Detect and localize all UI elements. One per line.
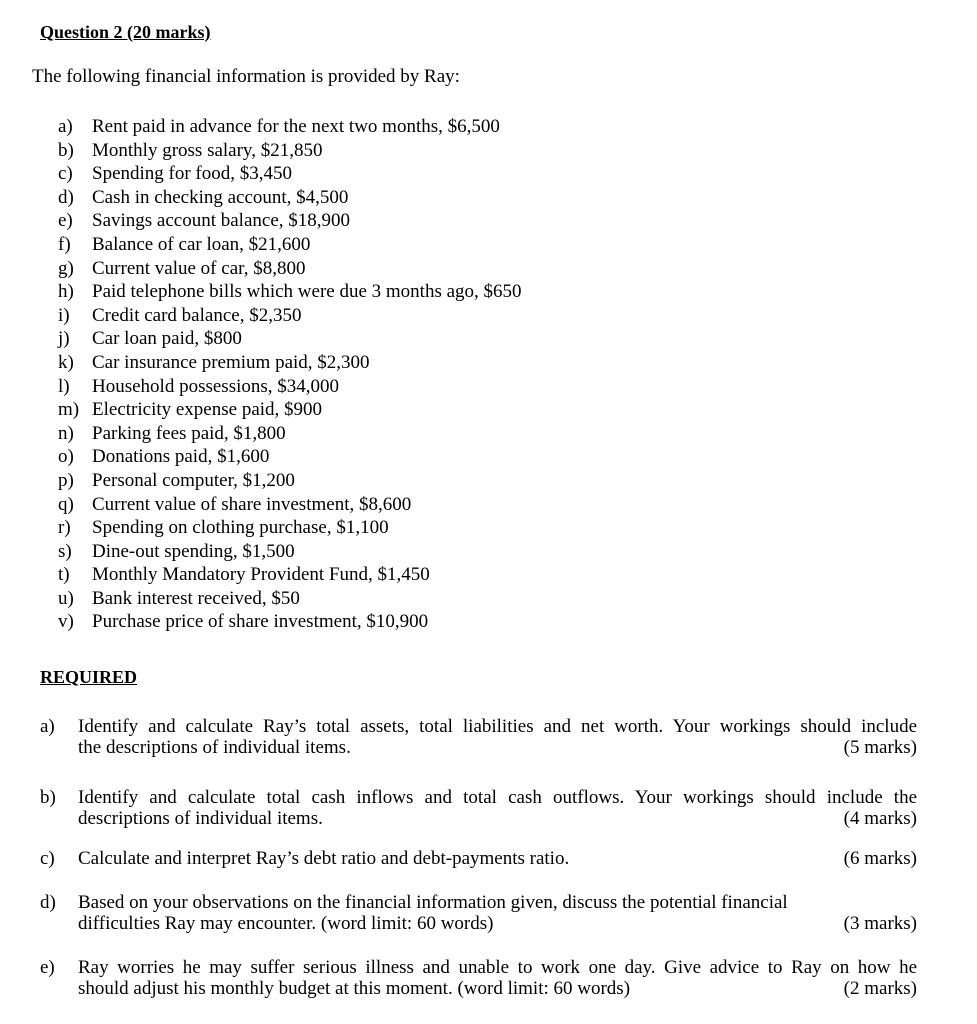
item-text: Balance of car loan, $21,600 <box>92 233 311 255</box>
required-line1: Ray worries he may suffer serious illness and unable to work one day. Give advice to Ray on how he <box>78 957 917 978</box>
item-text: Credit card balance, $2,350 <box>92 304 302 326</box>
item-letter: c) <box>58 163 73 185</box>
required-line1: Identify and calculate Ray’s total assets, total liabilities and net worth. Your workings should include <box>78 716 917 737</box>
list-item <box>58 257 522 281</box>
item-text: Car insurance premium paid, $2,300 <box>92 351 370 373</box>
list-item <box>58 469 522 493</box>
item-text: Personal computer, $1,200 <box>92 469 295 491</box>
required-line2: difficulties Ray may encounter. (word limit: 60 words) <box>78 913 494 934</box>
item-text: Monthly Mandatory Provident Fund, $1,450 <box>92 564 430 586</box>
item-text: Donations paid, $1,600 <box>92 446 270 468</box>
required-line1: Identify and calculate total cash inflows and total cash outflows. Your workings should include the <box>78 787 917 808</box>
question-heading: Question 2 (20 marks) <box>40 22 211 42</box>
item-letter: t) <box>58 564 70 586</box>
item-letter: o) <box>58 446 74 468</box>
item-text: Current value of car, $8,800 <box>92 257 306 279</box>
item-text: Car loan paid, $800 <box>92 328 242 350</box>
list-item <box>58 540 522 564</box>
item-letter: j) <box>58 328 70 350</box>
required-line2: descriptions of individual items. <box>78 808 323 829</box>
required-line1: Calculate and interpret Ray’s debt ratio and debt-payments ratio. <box>78 848 570 869</box>
list-item <box>58 280 522 304</box>
item-text: Purchase price of share investment, $10,900 <box>92 611 429 633</box>
item-letter: m) <box>58 399 80 421</box>
item-text: Cash in checking account, $4,500 <box>92 186 349 208</box>
item-text: Rent paid in advance for the next two months, $6,500 <box>92 116 500 137</box>
item-letter: k) <box>58 351 74 373</box>
required-letter: a) <box>40 716 55 737</box>
item-letter: p) <box>58 469 74 491</box>
list-item <box>58 516 522 540</box>
required-letter: e) <box>40 957 55 978</box>
list-item <box>58 563 522 587</box>
required-letter: d) <box>40 892 56 913</box>
item-letter: a) <box>58 116 73 137</box>
list-item <box>58 186 522 210</box>
required-item-e <box>40 957 917 999</box>
item-text: Spending for food, $3,450 <box>92 163 293 185</box>
item-letter: h) <box>58 281 74 303</box>
item-text: Spending on clothing purchase, $1,100 <box>92 517 389 539</box>
item-letter: q) <box>58 493 74 515</box>
item-text: Parking fees paid, $1,800 <box>92 422 286 444</box>
item-letter: b) <box>58 139 74 161</box>
list-item <box>58 445 522 469</box>
item-text: Electricity expense paid, $900 <box>92 399 323 421</box>
item-text: Household possessions, $34,000 <box>92 375 340 397</box>
item-text: Paid telephone bills which were due 3 months ago, $650 <box>92 281 522 303</box>
item-text: Monthly gross salary, $21,850 <box>92 139 323 161</box>
required-marks: (6 marks) <box>843 848 917 869</box>
required-letter: c) <box>40 848 55 869</box>
list-item <box>58 233 522 257</box>
list-item <box>58 327 522 351</box>
item-text: Bank interest received, $50 <box>92 587 300 609</box>
list-item <box>58 375 522 399</box>
item-letter: d) <box>58 186 74 208</box>
item-letter: l) <box>58 375 70 397</box>
item-letter: r) <box>58 517 71 539</box>
required-marks: (2 marks) <box>843 978 917 999</box>
required-line2: should adjust his monthly budget at this moment. (word limit: 60 words) <box>78 978 631 999</box>
list-item <box>58 422 522 446</box>
list-item <box>58 351 522 375</box>
required-item-a <box>40 716 917 758</box>
list-item <box>58 139 522 163</box>
list-item <box>58 587 522 611</box>
financial-info-list <box>58 115 522 634</box>
list-item <box>58 115 522 139</box>
list-item <box>58 493 522 517</box>
required-heading: REQUIRED <box>40 667 138 687</box>
item-letter: s) <box>58 540 72 562</box>
list-item <box>58 610 522 634</box>
required-item-d <box>40 892 917 934</box>
list-item <box>58 398 522 422</box>
required-line1: Based on your observations on the financial information given, discuss the potential financial <box>78 892 788 913</box>
required-item-c <box>40 848 917 869</box>
list-item <box>58 304 522 328</box>
item-text: Savings account balance, $18,900 <box>92 210 351 232</box>
item-text: Current value of share investment, $8,600 <box>92 493 412 515</box>
list-item <box>58 209 522 233</box>
item-letter: i) <box>58 304 70 326</box>
intro-text: The following financial information is provided by Ray: <box>32 66 460 87</box>
required-marks: (3 marks) <box>843 913 917 934</box>
list-item <box>58 162 522 186</box>
required-letter: b) <box>40 787 56 808</box>
item-letter: n) <box>58 422 74 444</box>
required-marks: (4 marks) <box>843 808 917 829</box>
item-letter: g) <box>58 257 74 279</box>
item-letter: f) <box>58 233 71 255</box>
item-letter: e) <box>58 210 73 232</box>
item-letter: v) <box>58 611 74 633</box>
required-marks: (5 marks) <box>843 737 917 758</box>
item-letter: u) <box>58 587 74 609</box>
required-line2: the descriptions of individual items. <box>78 737 351 758</box>
required-item-b <box>40 787 917 829</box>
item-text: Dine-out spending, $1,500 <box>92 540 295 562</box>
